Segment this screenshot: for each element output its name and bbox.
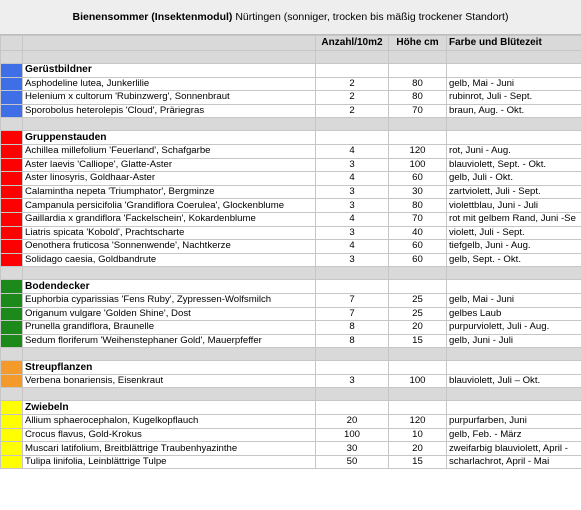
- count-cell: 7: [316, 307, 389, 321]
- separator-cell: [23, 267, 316, 280]
- plant-table-body: [1, 36, 581, 469]
- count-cell: 30: [316, 442, 389, 456]
- separator-cell: [1, 267, 23, 280]
- group-empty-cell: [447, 361, 581, 375]
- row-color-swatch: [1, 104, 23, 118]
- group-empty-cell: [316, 131, 389, 145]
- height-cell: 120: [389, 144, 447, 158]
- row-color-swatch: [1, 144, 23, 158]
- header-count: Anzahl/10m2: [316, 36, 389, 51]
- count-cell: 8: [316, 334, 389, 348]
- plant-name-cell: Helenium x cultorum 'Rubinzwerg', Sonnenbraut: [23, 91, 316, 105]
- info-cell: braun, Aug. - Okt.: [447, 104, 581, 118]
- count-cell: 2: [316, 91, 389, 105]
- plant-name-cell: Euphorbia cyparissias 'Fens Ruby', Zypressen-Wolfsmilch: [23, 293, 316, 307]
- table-row: [1, 172, 581, 186]
- separator-cell: [316, 51, 389, 64]
- plant-name-cell: Prunella grandiflora, Braunelle: [23, 321, 316, 335]
- row-color-swatch: [1, 374, 23, 388]
- plant-name-cell: Aster linosyris, Goldhaar-Aster: [23, 172, 316, 186]
- plant-name-cell: Calamintha nepeta 'Triumphator', Bergminze: [23, 185, 316, 199]
- info-cell: purpurviolett, Juli - Aug.: [447, 321, 581, 335]
- info-cell: purpurfarben, Juni: [447, 415, 581, 429]
- count-cell: 8: [316, 321, 389, 335]
- table-row: [1, 199, 581, 213]
- separator-cell: [389, 51, 447, 64]
- table-row: [1, 455, 581, 469]
- table-row: [1, 144, 581, 158]
- count-cell: 2: [316, 104, 389, 118]
- table-row: [1, 226, 581, 240]
- group-empty-cell: [389, 401, 447, 415]
- info-cell: gelbes Laub: [447, 307, 581, 321]
- separator-cell: [1, 348, 23, 361]
- separator-cell: [316, 348, 389, 361]
- table-row: [1, 428, 581, 442]
- info-cell: tiefgelb, Juni - Aug.: [447, 240, 581, 254]
- header-height: Höhe cm: [389, 36, 447, 51]
- table-row: [1, 104, 581, 118]
- separator-cell: [447, 51, 581, 64]
- group-separator-row: [1, 267, 581, 280]
- group-separator-row: [1, 348, 581, 361]
- height-cell: 80: [389, 91, 447, 105]
- group-empty-cell: [447, 64, 581, 78]
- separator-cell: [447, 348, 581, 361]
- table-row: [1, 185, 581, 199]
- group-separator-row: [1, 388, 581, 401]
- table-row: [1, 442, 581, 456]
- info-cell: violett, Juli - Sept.: [447, 226, 581, 240]
- separator-cell: [447, 118, 581, 131]
- plant-name-cell: Oenothera fruticosa 'Sonnenwende', Nachtkerze: [23, 240, 316, 254]
- count-cell: 7: [316, 293, 389, 307]
- header-swatch-cell: [1, 36, 23, 51]
- info-cell: zweifarbig blauviolett, April -: [447, 442, 581, 456]
- height-cell: 30: [389, 185, 447, 199]
- height-cell: 10: [389, 428, 447, 442]
- plant-name-cell: Liatris spicata 'Kobold', Prachtscharte: [23, 226, 316, 240]
- info-cell: gelb, Mai - Juni: [447, 293, 581, 307]
- group-color-swatch: [1, 131, 23, 145]
- info-cell: zartviolett, Juli - Sept.: [447, 185, 581, 199]
- row-color-swatch: [1, 455, 23, 469]
- plant-name-cell: Muscari latifolium, Breitblättrige Traubenhyazinthe: [23, 442, 316, 456]
- group-empty-cell: [389, 361, 447, 375]
- info-cell: blauviolett, Sept. - Okt.: [447, 158, 581, 172]
- separator-cell: [23, 348, 316, 361]
- table-row: [1, 374, 581, 388]
- height-cell: 60: [389, 172, 447, 186]
- row-color-swatch: [1, 212, 23, 226]
- info-cell: blauviolett, Juli – Okt.: [447, 374, 581, 388]
- group-separator-row: [1, 118, 581, 131]
- group-header-row: [1, 361, 581, 375]
- table-row: [1, 240, 581, 254]
- row-color-swatch: [1, 240, 23, 254]
- height-cell: 120: [389, 415, 447, 429]
- height-cell: 25: [389, 293, 447, 307]
- info-cell: gelb, Juni - Juli: [447, 334, 581, 348]
- group-color-swatch: [1, 64, 23, 78]
- plant-name-cell: Gaillardia x grandiflora 'Fackelschein', Kokardenblume: [23, 212, 316, 226]
- separator-cell: [389, 267, 447, 280]
- count-cell: 4: [316, 240, 389, 254]
- info-cell: rot mit gelbem Rand, Juni -Se: [447, 212, 581, 226]
- plant-name-cell: Allium sphaerocephalon, Kugelkopflauch: [23, 415, 316, 429]
- table-row: [1, 158, 581, 172]
- row-color-swatch: [1, 253, 23, 267]
- table-row: [1, 307, 581, 321]
- height-cell: 60: [389, 253, 447, 267]
- plant-name-cell: Asphodeline lutea, Junkerlilie: [23, 77, 316, 91]
- group-name: Streupflanzen: [23, 361, 316, 375]
- group-color-swatch: [1, 280, 23, 294]
- table-row: [1, 212, 581, 226]
- group-empty-cell: [389, 131, 447, 145]
- row-color-swatch: [1, 172, 23, 186]
- count-cell: 3: [316, 158, 389, 172]
- count-cell: 3: [316, 374, 389, 388]
- count-cell: 3: [316, 185, 389, 199]
- plant-name-cell: Crocus flavus, Gold-Krokus: [23, 428, 316, 442]
- group-separator-row: [1, 51, 581, 64]
- count-cell: 3: [316, 226, 389, 240]
- count-cell: 50: [316, 455, 389, 469]
- row-color-swatch: [1, 415, 23, 429]
- separator-cell: [316, 388, 389, 401]
- height-cell: 80: [389, 77, 447, 91]
- group-name: Zwiebeln: [23, 401, 316, 415]
- group-empty-cell: [316, 361, 389, 375]
- count-cell: 100: [316, 428, 389, 442]
- height-cell: 15: [389, 334, 447, 348]
- count-cell: 20: [316, 415, 389, 429]
- plant-name-cell: Sporobolus heterolepis 'Cloud', Präriegras: [23, 104, 316, 118]
- height-cell: 70: [389, 212, 447, 226]
- count-cell: 2: [316, 77, 389, 91]
- group-empty-cell: [389, 64, 447, 78]
- separator-cell: [316, 267, 389, 280]
- table-row: [1, 415, 581, 429]
- group-header-row: [1, 64, 581, 78]
- plant-table: [0, 35, 581, 469]
- group-empty-cell: [447, 131, 581, 145]
- table-row: [1, 91, 581, 105]
- info-cell: gelb, Feb. - März: [447, 428, 581, 442]
- table-row: [1, 293, 581, 307]
- group-empty-cell: [316, 280, 389, 294]
- plant-name-cell: Sedum floriferum 'Weihenstephaner Gold', Mauerpfeffer: [23, 334, 316, 348]
- table-row: [1, 321, 581, 335]
- separator-cell: [316, 118, 389, 131]
- group-empty-cell: [389, 280, 447, 294]
- row-color-swatch: [1, 77, 23, 91]
- separator-cell: [447, 267, 581, 280]
- plant-name-cell: Origanum vulgare 'Golden Shine', Dost: [23, 307, 316, 321]
- group-header-row: [1, 401, 581, 415]
- plant-name-cell: Aster laevis 'Calliope', Glatte-Aster: [23, 158, 316, 172]
- separator-cell: [1, 51, 23, 64]
- row-color-swatch: [1, 442, 23, 456]
- group-empty-cell: [447, 280, 581, 294]
- info-cell: gelb, Juli - Okt.: [447, 172, 581, 186]
- row-color-swatch: [1, 91, 23, 105]
- height-cell: 15: [389, 455, 447, 469]
- separator-cell: [23, 118, 316, 131]
- count-cell: 4: [316, 172, 389, 186]
- height-cell: 70: [389, 104, 447, 118]
- height-cell: 20: [389, 321, 447, 335]
- group-color-swatch: [1, 401, 23, 415]
- header-info: Farbe und Blütezeit: [447, 36, 581, 51]
- group-name: Gruppenstauden: [23, 131, 316, 145]
- separator-cell: [23, 388, 316, 401]
- row-color-swatch: [1, 199, 23, 213]
- plant-name-cell: Tulipa linifolia, Leinblättrige Tulpe: [23, 455, 316, 469]
- row-color-swatch: [1, 334, 23, 348]
- group-header-row: [1, 280, 581, 294]
- height-cell: 100: [389, 374, 447, 388]
- info-cell: rot, Juni - Aug.: [447, 144, 581, 158]
- separator-cell: [389, 348, 447, 361]
- info-cell: rubinrot, Juli - Sept.: [447, 91, 581, 105]
- height-cell: 20: [389, 442, 447, 456]
- header-row: [1, 36, 581, 51]
- plant-name-cell: Verbena bonariensis, Eisenkraut: [23, 374, 316, 388]
- plant-name-cell: Campanula persicifolia 'Grandiflora Coerulea', Glockenblume: [23, 199, 316, 213]
- table-row: [1, 334, 581, 348]
- row-color-swatch: [1, 293, 23, 307]
- height-cell: 80: [389, 199, 447, 213]
- table-row: [1, 77, 581, 91]
- group-color-swatch: [1, 361, 23, 375]
- group-name: Gerüstbildner: [23, 64, 316, 78]
- group-empty-cell: [447, 401, 581, 415]
- height-cell: 25: [389, 307, 447, 321]
- separator-cell: [23, 51, 316, 64]
- row-color-swatch: [1, 428, 23, 442]
- plant-name-cell: Solidago caesia, Goldbandrute: [23, 253, 316, 267]
- separator-cell: [389, 388, 447, 401]
- sheet-title-rest: Nürtingen (sonniger, trocken bis mäßig trockener Standort): [235, 11, 509, 23]
- row-color-swatch: [1, 158, 23, 172]
- header-plant: [23, 36, 316, 51]
- info-cell: gelb, Sept. - Okt.: [447, 253, 581, 267]
- group-header-row: [1, 131, 581, 145]
- count-cell: 4: [316, 144, 389, 158]
- height-cell: 40: [389, 226, 447, 240]
- sheet-title-main: Bienensommer (Insektenmodul): [72, 11, 233, 23]
- row-color-swatch: [1, 307, 23, 321]
- group-empty-cell: [316, 401, 389, 415]
- info-cell: scharlachrot, April - Mai: [447, 455, 581, 469]
- count-cell: 4: [316, 212, 389, 226]
- separator-cell: [447, 388, 581, 401]
- sheet-title: [0, 0, 581, 35]
- info-cell: gelb, Mai - Juni: [447, 77, 581, 91]
- count-cell: 3: [316, 199, 389, 213]
- table-row: [1, 253, 581, 267]
- separator-cell: [389, 118, 447, 131]
- separator-cell: [1, 118, 23, 131]
- plant-name-cell: Achillea millefolium 'Feuerland', Schafgarbe: [23, 144, 316, 158]
- row-color-swatch: [1, 185, 23, 199]
- group-name: Bodendecker: [23, 280, 316, 294]
- row-color-swatch: [1, 321, 23, 335]
- separator-cell: [1, 388, 23, 401]
- count-cell: 3: [316, 253, 389, 267]
- row-color-swatch: [1, 226, 23, 240]
- info-cell: violettblau, Juni - Juli: [447, 199, 581, 213]
- height-cell: 60: [389, 240, 447, 254]
- group-empty-cell: [316, 64, 389, 78]
- height-cell: 100: [389, 158, 447, 172]
